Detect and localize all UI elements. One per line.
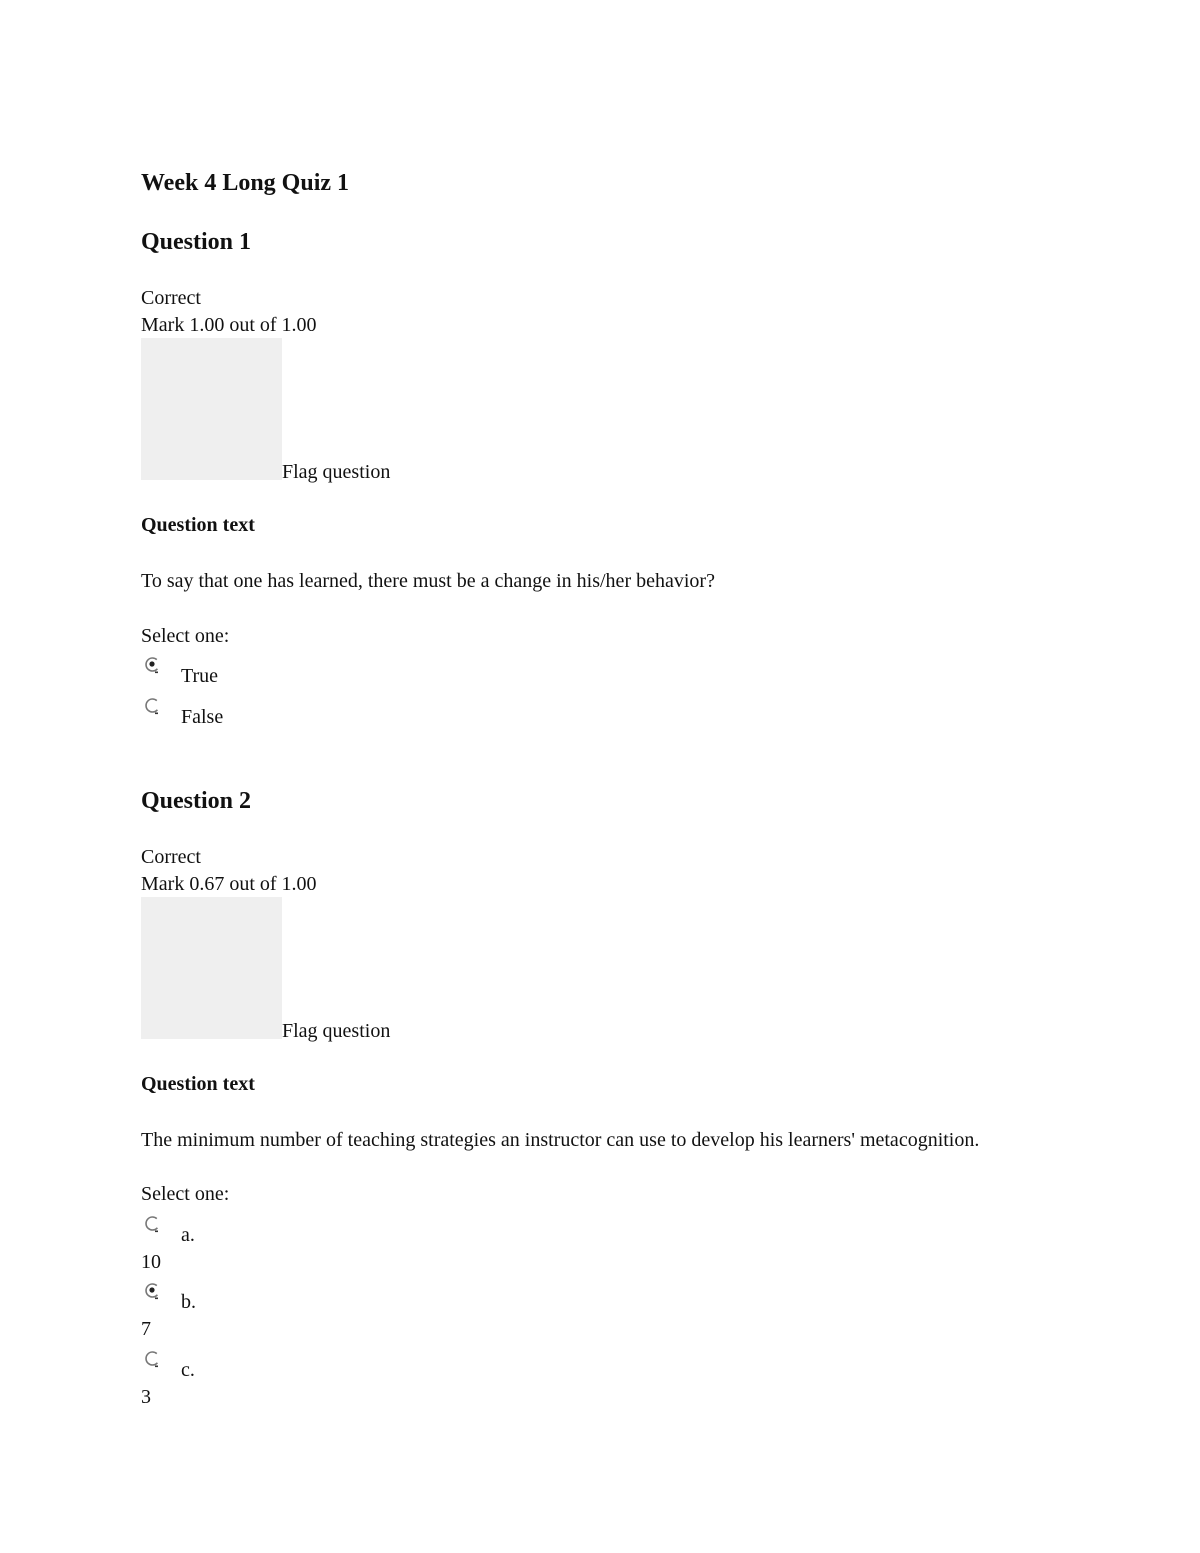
select-one-prompt: Select one: — [141, 1183, 230, 1205]
question-status: Correct — [141, 846, 201, 868]
question-text-heading: Question text — [141, 514, 255, 536]
quiz-title: Week 4 Long Quiz 1 — [141, 170, 350, 196]
question-heading: Question 1 — [141, 229, 252, 255]
question-status: Correct — [141, 287, 201, 309]
option-label[interactable]: a. — [181, 1224, 195, 1246]
option-label[interactable]: False — [181, 706, 224, 728]
radio-false-icon[interactable] — [143, 697, 161, 715]
question-text-heading: Question text — [141, 1073, 255, 1095]
radio-b-selected-icon[interactable] — [143, 1282, 161, 1300]
option-value: 7 — [141, 1318, 151, 1340]
flag-question-link[interactable]: Flag question — [282, 461, 391, 483]
option-value: 3 — [141, 1386, 151, 1408]
flag-icon[interactable] — [141, 338, 282, 480]
flag-icon[interactable] — [141, 897, 282, 1039]
radio-a-icon[interactable] — [143, 1215, 161, 1233]
radio-c-icon[interactable] — [143, 1350, 161, 1368]
select-one-prompt: Select one: — [141, 625, 230, 647]
option-label[interactable]: True — [181, 665, 219, 687]
option-value: 10 — [141, 1251, 161, 1273]
question-mark: Mark 1.00 out of 1.00 — [141, 314, 317, 336]
option-label[interactable]: b. — [181, 1291, 196, 1313]
question-text: To say that one has learned, there must be a change in his/her behavior? — [141, 570, 715, 592]
question-text: The minimum number of teaching strategies an instructor can use to develop his learners' metacognition. — [141, 1129, 980, 1151]
radio-true-selected-icon[interactable] — [143, 656, 161, 674]
option-label[interactable]: c. — [181, 1359, 195, 1381]
question-heading: Question 2 — [141, 788, 252, 814]
question-mark: Mark 0.67 out of 1.00 — [141, 873, 317, 895]
flag-question-link[interactable]: Flag question — [282, 1020, 391, 1042]
